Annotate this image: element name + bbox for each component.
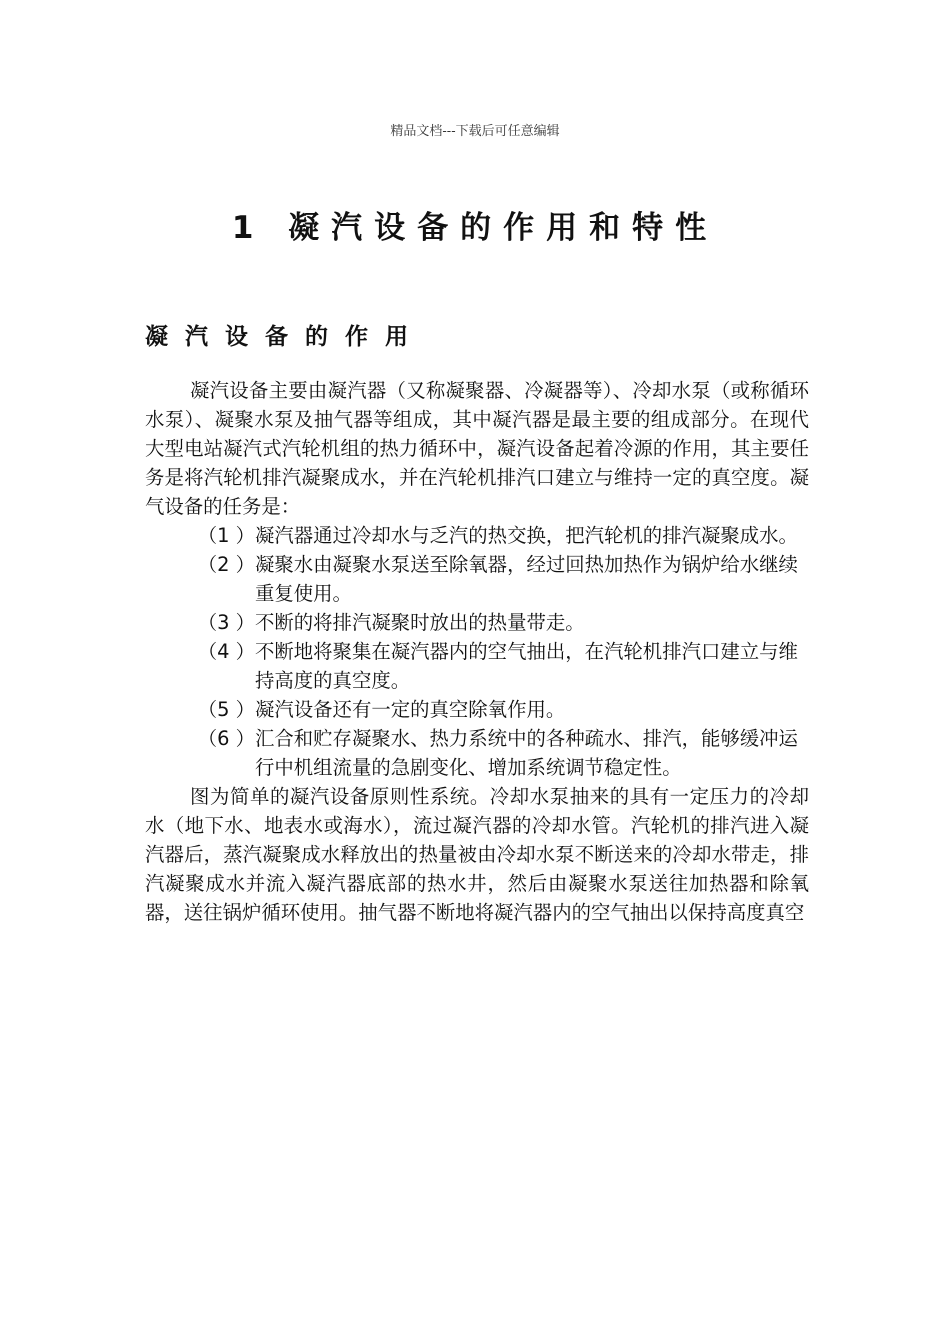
list-item-number: （6 ）: [197, 727, 255, 750]
list-item-number: （5 ）: [197, 698, 255, 721]
list-item-number: （3 ）: [197, 611, 255, 634]
intro-paragraph: 凝汽设备主要由凝汽器（又称凝聚器、冷凝器等）、冷却水泵（或称循环水泵）、凝聚水泵及抽气器等组成，其中凝汽器是最主要的组成部分。在现代大型电站凝汽式汽轮机组的热力循环中，凝汽设备起着冷源的作用，其主要任务是将汽轮机排汽凝聚成水，并在汽轮机排汽口建立与维持一定的真空度。凝气设备的任务是：: [145, 379, 809, 518]
list-item: [145, 695, 809, 724]
closing-paragraph: 图为简单的凝汽设备原则性系统。冷却水泵抽来的具有一定压力的冷却水（地下水、地表水或海水），流过凝汽器的冷却水管。汽轮机的排汽进入凝汽器后，蒸汽凝聚成水释放出的热量被由冷却水泵不断送来的冷却水带走，排汽凝聚成水并流入凝汽器底部的热水井，然后由凝聚水泵送往加热器和除氧器，送往锅炉循环使用。抽气器不断地将凝汽器内的空气抽出以保持高度真空: [145, 785, 809, 924]
list-item: [145, 608, 809, 637]
list-item-number: （1 ）: [197, 524, 255, 547]
section-heading: 凝汽设备的作用: [145, 324, 425, 350]
list-item-text: 汇合和贮存凝聚水、热力系统中的各种疏水、排汽，能够缓冲运行中机组流量的急剧变化、增加系统调节稳定性。: [255, 727, 798, 779]
document-body: [145, 376, 809, 927]
list-item: [145, 521, 809, 550]
header-watermark: 精品文档---下载后可任意编辑: [390, 124, 560, 139]
list-item-text: 不断地将聚集在凝汽器内的空气抽出，在汽轮机排汽口建立与维持高度的真空度。: [255, 640, 798, 692]
list-item-text: 凝汽器通过冷却水与乏汽的热交换，把汽轮机的排汽凝聚成水。: [255, 524, 798, 547]
list-item-text: 凝聚水由凝聚水泵送至除氧器，经过回热加热作为锅炉给水继续重复使用。: [255, 553, 798, 605]
list-item: [145, 637, 809, 695]
list-item-number: （4 ）: [197, 640, 255, 663]
list-item-number: （2 ）: [197, 553, 255, 576]
list-item-text: 凝汽设备还有一定的真空除氧作用。: [255, 698, 566, 721]
page-title: 1 凝汽设备的作用和特性: [231, 210, 719, 246]
list-item-text: 不断的将排汽凝聚时放出的热量带走。: [255, 611, 585, 634]
list-item: [145, 724, 809, 782]
list-item: [145, 550, 809, 608]
